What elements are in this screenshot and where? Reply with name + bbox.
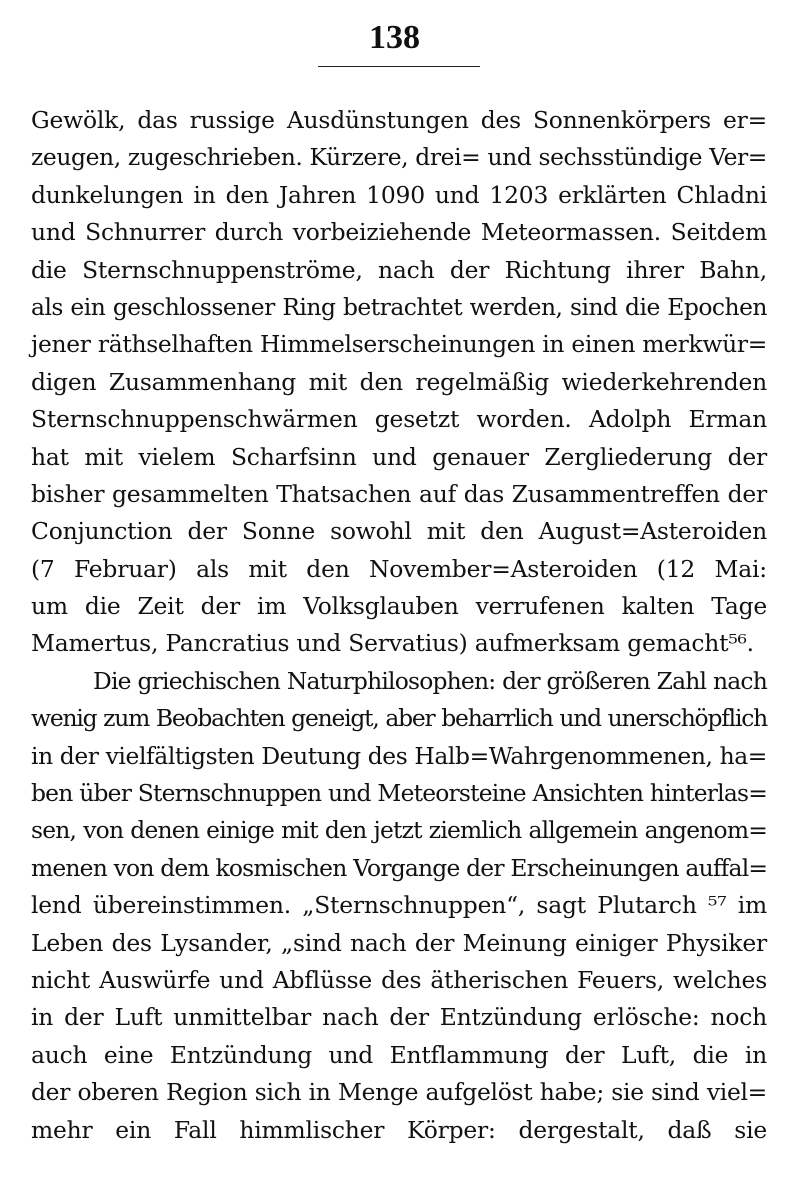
text-line: dunkelungen in den Jahren 1090 und 1203 erklärten Chladni — [31, 180, 767, 209]
text-line: ben über Sternschnuppen und Meteorsteine Ansichten hinterlas= — [31, 779, 767, 808]
text-line: Leben des Lysander, „sind nach der Meinung einiger Physiker — [31, 928, 767, 957]
text-line: Gewölk, das russige Ausdünstungen des Sonnenkörpers er= — [31, 106, 767, 134]
text-line: die Sternschnuppenströme, nach der Richtung ihrer Bahn, — [31, 255, 767, 284]
text-line: hat mit vielem Scharfsinn und genauer Zergliederung der — [31, 442, 767, 471]
text-line: wenig zum Beobachten geneigt, aber beharrlich und unerschöpflich — [31, 704, 767, 733]
text-line: als ein geschlossener Ring betrachtet werden, sind die Epochen — [31, 292, 767, 321]
text-line: zeugen, zugeschrieben. Kürzere, drei= und sechsstündige Ver= — [31, 143, 767, 172]
text-line: Die griechischen Naturphilosophen: der größeren Zahl nach — [93, 666, 767, 695]
page-number: 138 — [369, 19, 420, 56]
text-line: und Schnurrer durch vorbeiziehende Meteormassen. Seitdem — [31, 218, 767, 247]
body-text — [31, 102, 767, 1149]
text-line: der oberen Region sich in Menge aufgelöst habe; sie sind viel= — [31, 1078, 767, 1107]
text-line: bisher gesammelten Thatsachen auf das Zusammentreffen der — [31, 479, 767, 508]
text-line: um die Zeit der im Volksglauben verrufenen kalten Tage — [31, 592, 767, 621]
text-line: jener räthselhaften Himmelserscheinungen in einen merkwür= — [31, 330, 768, 359]
text-line: (7 Februar) als mit den November=Asteroiden (12 Mai: — [31, 554, 767, 583]
text-line: auch eine Entzündung und Entflammung der Luft, die in — [31, 1040, 767, 1069]
text-line: mehr ein Fall himmlischer Körper: dergestalt, daß sie — [31, 1115, 767, 1144]
text-line: in der Luft unmittelbar nach der Entzündung erlösche: noch — [31, 1003, 767, 1032]
text-line: Sternschnuppenschwärmen gesetzt worden. Adolph Erman — [31, 405, 767, 434]
text-line: nicht Auswürfe und Abflüsse des ätherischen Feuers, welches — [31, 965, 767, 994]
text-line: digen Zusammenhang mit den regelmäßig wiederkehrenden — [31, 367, 767, 396]
text-line: Conjunction der Sonne sowohl mit den August=Asteroiden — [31, 517, 767, 546]
text-line: in der vielfältigsten Deutung des Halb=Wahrgenommenen, ha= — [31, 741, 767, 770]
text-line: lend übereinstimmen. „Sternschnuppen“, sagt Plutarch ⁵⁷ im — [31, 891, 767, 920]
header-rule — [318, 66, 480, 67]
text-line: menen von dem kosmischen Vorgange der Erscheinungen auffal= — [31, 853, 768, 882]
text-line: sen, von denen einige mit den jetzt ziemlich allgemein angenom= — [31, 816, 767, 845]
text-line: Mamertus, Pancratius und Servatius) aufmerksam gemacht⁵⁶. — [31, 629, 754, 658]
